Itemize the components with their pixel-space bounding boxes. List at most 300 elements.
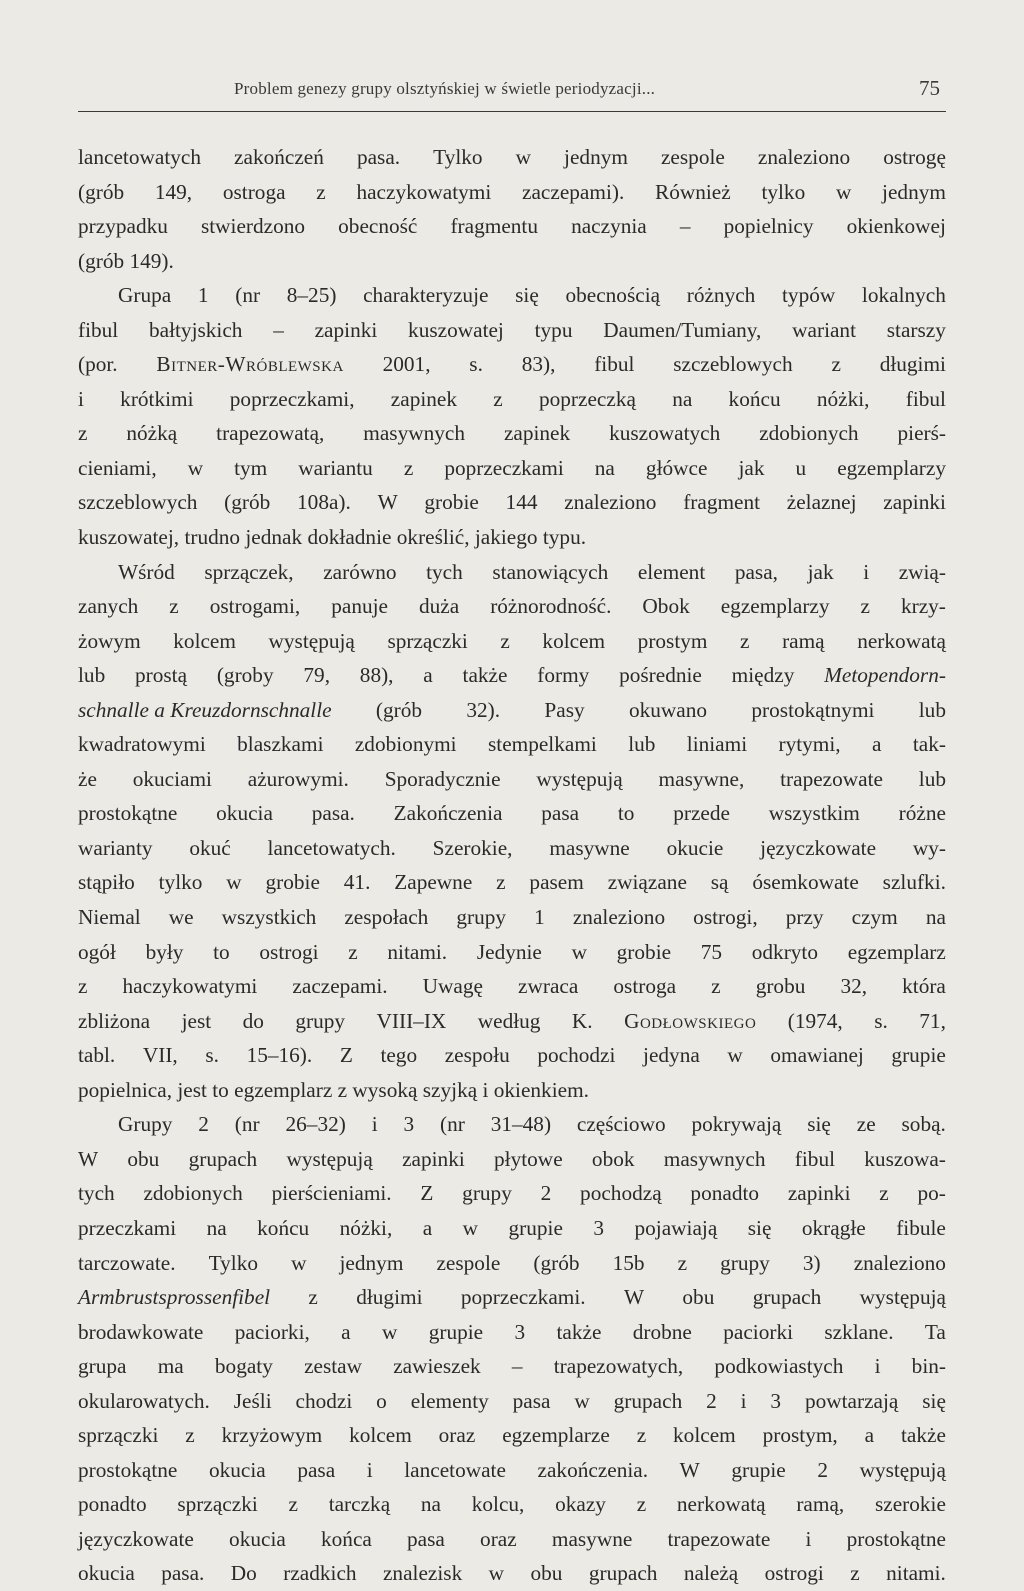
- word: różne: [898, 801, 946, 826]
- word: 8–25): [286, 283, 337, 308]
- word: panuje: [331, 594, 389, 619]
- text-line: [78, 451, 946, 486]
- word: i: [78, 386, 84, 411]
- word: prostym,: [762, 1423, 838, 1448]
- word: żowym: [78, 628, 141, 653]
- word: grupach: [588, 1561, 658, 1586]
- word: pasa: [512, 1388, 551, 1413]
- word: poprzeczkami: [444, 455, 564, 480]
- word: zaczepami).: [522, 179, 625, 204]
- word: liniami: [686, 732, 748, 757]
- word: we: [168, 905, 194, 930]
- text-line: (grób 149).: [78, 248, 174, 273]
- word: lancetowate: [404, 1457, 506, 1482]
- word: zespole: [436, 1250, 501, 1275]
- text-line: [78, 1280, 946, 1315]
- word: były: [145, 939, 184, 964]
- word: i: [371, 1112, 378, 1137]
- word: szczeblowych: [673, 352, 793, 377]
- word: –: [679, 214, 691, 239]
- word: się: [747, 1215, 772, 1240]
- word: z: [711, 974, 721, 999]
- word: w: [226, 870, 242, 895]
- word: (nr: [234, 1112, 260, 1137]
- word: na: [420, 1492, 441, 1517]
- word: na: [206, 1215, 227, 1240]
- word: fibul: [905, 386, 946, 411]
- word: 2: [706, 1388, 717, 1413]
- word: poprzeczką: [538, 386, 636, 411]
- word: z: [78, 974, 88, 999]
- word: końcu: [728, 386, 781, 411]
- word: znaleziono: [572, 905, 666, 930]
- word: pasa.: [311, 801, 355, 826]
- word: –: [273, 317, 284, 342]
- word: ponadto: [78, 1492, 147, 1517]
- word: w: [462, 1215, 479, 1240]
- word: a: [864, 1423, 875, 1448]
- word: 32).: [466, 697, 501, 722]
- word: to: [213, 939, 230, 964]
- word: tylko: [158, 870, 203, 895]
- word: pasa: [541, 801, 580, 826]
- word: z: [500, 628, 510, 653]
- word: jednym: [882, 179, 946, 204]
- word: przy: [785, 905, 824, 930]
- word: zapinki: [883, 490, 946, 515]
- word: egzemplarz: [847, 939, 946, 964]
- word: różnych: [686, 283, 756, 308]
- word: ażurowymi.: [247, 766, 349, 791]
- word: 2: [817, 1457, 828, 1482]
- word: nóżki,: [816, 386, 870, 411]
- word: Z: [339, 1043, 353, 1068]
- word: 71,: [919, 1008, 946, 1033]
- word: rytymi,: [778, 732, 841, 757]
- word: okucie: [666, 835, 724, 860]
- word: W: [377, 490, 398, 515]
- word: główce: [645, 455, 708, 480]
- word: popielnicy: [723, 214, 814, 239]
- word: obecność: [338, 214, 418, 239]
- word: między: [731, 663, 795, 688]
- word: występują: [268, 628, 355, 653]
- word: 108a).: [297, 490, 351, 515]
- word: a: [872, 732, 882, 757]
- word: fibul: [78, 317, 119, 342]
- word: wy-: [912, 835, 946, 860]
- word: charakteryzuje: [363, 283, 489, 308]
- word: pokrywają: [691, 1112, 782, 1137]
- word: z: [403, 455, 414, 480]
- word: a: [422, 1215, 433, 1240]
- word: zanych: [78, 594, 139, 619]
- word: z: [831, 352, 841, 377]
- word: kuszowatej: [408, 317, 504, 342]
- word: się: [515, 283, 539, 308]
- word: 1: [534, 905, 545, 930]
- word: w: [574, 1388, 590, 1413]
- text-line: [78, 140, 946, 175]
- word: sobą.: [901, 1112, 946, 1137]
- word: lub: [918, 766, 946, 791]
- word: (grób: [78, 179, 125, 204]
- word: zapinki: [787, 1181, 851, 1206]
- word: masywnych: [363, 421, 466, 446]
- word: wszystkim: [768, 801, 860, 826]
- word: ostrogami,: [209, 594, 301, 619]
- word: fibule: [896, 1215, 946, 1240]
- word: 75: [700, 939, 723, 964]
- word: w: [187, 455, 204, 480]
- word: masywne: [549, 835, 630, 860]
- word: grupach: [613, 1388, 683, 1413]
- word: jest: [181, 1008, 212, 1033]
- word: na: [672, 386, 693, 411]
- word: 88),: [359, 663, 394, 688]
- word: tabl.: [78, 1043, 116, 1068]
- word: fibul: [794, 1146, 836, 1171]
- word: tych: [78, 1181, 115, 1206]
- word: żelaznej: [786, 490, 857, 515]
- word: i: [805, 1526, 812, 1551]
- text-line: [78, 278, 946, 313]
- word: tarczką: [328, 1492, 391, 1517]
- word: szklane.: [824, 1319, 894, 1344]
- word: prostokątnymi: [751, 697, 875, 722]
- word: jednym: [339, 1250, 404, 1275]
- word: końca: [321, 1526, 372, 1551]
- word: z: [677, 1250, 688, 1275]
- word: że: [78, 766, 97, 791]
- word: to: [617, 801, 635, 826]
- text-line: [78, 1142, 946, 1177]
- word: ramą,: [796, 1492, 845, 1517]
- text-line: [78, 589, 946, 624]
- word: 1: [197, 283, 209, 308]
- word: grupy: [295, 1008, 346, 1033]
- word: z: [348, 939, 358, 964]
- word: okienkowej: [846, 214, 946, 239]
- word: trapezowate: [780, 766, 883, 791]
- word: egzemplarzy: [720, 594, 830, 619]
- word: jednym: [564, 145, 628, 169]
- word: prostym: [637, 628, 708, 653]
- word: ostrogi: [764, 1561, 824, 1586]
- word: krótkimi: [120, 386, 194, 411]
- word: Również: [655, 179, 731, 204]
- word: kolcem: [173, 628, 236, 653]
- word: typów: [782, 283, 836, 308]
- word: związane: [607, 870, 687, 895]
- word: brodawkowate: [78, 1319, 204, 1344]
- word: (por.: [78, 352, 118, 377]
- word: zaczepami.: [292, 974, 388, 999]
- word: przede: [673, 801, 730, 826]
- word: formy: [537, 663, 590, 688]
- word: i: [863, 559, 870, 584]
- word: zestaw: [304, 1354, 363, 1379]
- word: znaleziono: [757, 145, 851, 169]
- word: haczykowatymi: [122, 974, 258, 999]
- word: trapezowatą,: [216, 421, 325, 446]
- word: grupy: [720, 1250, 770, 1275]
- word: grobu: [755, 974, 806, 999]
- word: schnalle a Kreuzdornschnalle: [78, 697, 332, 722]
- word: kuszowatych: [609, 421, 721, 446]
- word: wariantu: [298, 455, 373, 480]
- word: rzadkich: [283, 1561, 357, 1586]
- text-line: [78, 1107, 946, 1142]
- word: obu: [530, 1561, 563, 1586]
- word: po-: [917, 1181, 946, 1206]
- word: typu: [534, 317, 573, 342]
- word: się: [922, 1388, 946, 1413]
- word: chodzi: [295, 1388, 353, 1413]
- word: nitami.: [886, 1561, 946, 1586]
- word: zarówno: [323, 559, 397, 584]
- word: zwraca: [518, 974, 579, 999]
- word: nóżki,: [339, 1215, 393, 1240]
- word: długimi: [879, 352, 946, 377]
- word: tak-: [912, 732, 946, 757]
- word: z: [316, 179, 326, 204]
- text-line: [78, 624, 946, 659]
- word: zapinek: [390, 386, 458, 411]
- word: okrągłe: [801, 1215, 866, 1240]
- word: obecnością: [565, 283, 661, 308]
- word: zdobionych: [143, 1181, 243, 1206]
- word: kolcem: [349, 1423, 412, 1448]
- text-line: [78, 658, 946, 693]
- word: zwią-: [898, 559, 946, 584]
- text-line: [78, 1487, 946, 1522]
- word: także: [462, 663, 508, 688]
- word: i: [874, 1354, 881, 1379]
- word: okularowatych.: [78, 1388, 210, 1413]
- text-line: [78, 1038, 946, 1073]
- word: grobie: [424, 490, 479, 515]
- word: –: [511, 1354, 523, 1379]
- word: ostroga: [222, 179, 286, 204]
- word: języczkowate: [760, 835, 877, 860]
- word: odkryto: [751, 939, 819, 964]
- text-line: [78, 1176, 946, 1211]
- word: i: [366, 1457, 373, 1482]
- word: 2: [540, 1181, 552, 1206]
- word: występują: [286, 1146, 373, 1171]
- word: ramą: [782, 628, 825, 653]
- word: Sporadycznie: [384, 766, 501, 791]
- word: a: [423, 663, 433, 688]
- word: pochodzi: [537, 1043, 616, 1068]
- word: pasa: [407, 1526, 445, 1551]
- word: K.: [571, 1008, 593, 1033]
- text-line: [78, 347, 946, 382]
- word: grupach: [752, 1285, 822, 1310]
- word: poprzeczkami.: [460, 1285, 586, 1310]
- word: masywnych: [663, 1146, 766, 1171]
- word: obok: [591, 1146, 635, 1171]
- word: Godłowskiego: [624, 1008, 757, 1033]
- word: pojawiają: [634, 1215, 718, 1240]
- text-line: [78, 865, 946, 900]
- word: (nr: [235, 283, 261, 308]
- word: występują: [859, 1285, 946, 1310]
- text-line: [78, 1315, 946, 1350]
- text-line: [78, 1004, 946, 1039]
- word: różnorodność.: [490, 594, 612, 619]
- word: nitami.: [387, 939, 448, 964]
- word: okuciami: [132, 766, 212, 791]
- word: z: [493, 386, 503, 411]
- word: drobne: [632, 1319, 692, 1344]
- word: w: [291, 1250, 307, 1275]
- word: ogół: [78, 939, 116, 964]
- text-line: popielnica, jest to egzemplarz z wysoką szyjką i okienkiem.: [78, 1077, 589, 1102]
- word: tych: [426, 559, 463, 584]
- word: krzyżowym: [221, 1423, 323, 1448]
- word: tylko: [761, 179, 806, 204]
- word: (nr: [440, 1112, 465, 1137]
- word: lub: [628, 732, 656, 757]
- word: egzemplarzy: [837, 455, 946, 480]
- word: w: [727, 1043, 743, 1068]
- word: w: [488, 1561, 505, 1586]
- word: (grób: [533, 1250, 580, 1275]
- word: ostrogi: [259, 939, 319, 964]
- word: grupie: [508, 1215, 563, 1240]
- word: bogaty: [214, 1354, 273, 1379]
- word: Bitner-Wróblewska: [156, 352, 344, 377]
- word: zespole: [660, 145, 725, 169]
- word: zdobionymi: [354, 732, 457, 757]
- word: są: [710, 870, 729, 895]
- word: nóżką: [126, 421, 178, 446]
- word: pasa.: [356, 145, 401, 169]
- word: 3: [403, 1112, 415, 1137]
- word: z: [636, 1492, 647, 1517]
- word: 2001,: [382, 352, 431, 377]
- word: kuszowa-: [864, 1146, 946, 1171]
- word: starszy: [886, 317, 946, 342]
- text-line: [78, 416, 946, 451]
- word: 3): [802, 1250, 821, 1275]
- word: tarczowate.: [78, 1250, 176, 1275]
- word: okucia: [208, 1457, 266, 1482]
- word: krzy-: [900, 594, 946, 619]
- word: stwierdzono: [200, 214, 306, 239]
- word: ósemkowate: [752, 870, 859, 895]
- word: pasa: [297, 1457, 336, 1482]
- word: okazy: [555, 1492, 606, 1517]
- word: 15–16).: [246, 1043, 313, 1068]
- word: z: [496, 870, 506, 895]
- word: należą: [683, 1561, 739, 1586]
- word: ostrogi,: [693, 905, 758, 930]
- word: długimi: [356, 1285, 423, 1310]
- word: szerokie: [874, 1492, 946, 1517]
- word: 3: [593, 1215, 605, 1240]
- word: Jeśli: [233, 1388, 272, 1413]
- word: masywne: [551, 1526, 633, 1551]
- word: Pasy: [544, 697, 585, 722]
- word: Z: [420, 1181, 434, 1206]
- word: jak: [807, 559, 834, 584]
- word: zakończeń: [234, 145, 324, 169]
- word: sprzączki: [387, 628, 468, 653]
- word: (grób: [224, 490, 271, 515]
- word: o: [376, 1388, 387, 1413]
- word: jak: [738, 455, 765, 480]
- word: języczkowate: [78, 1526, 194, 1551]
- text-line: [78, 1418, 946, 1453]
- word: z: [78, 421, 88, 446]
- text-line: [78, 1453, 946, 1488]
- word: nerkowatą: [857, 628, 946, 653]
- text-line: [78, 1522, 946, 1557]
- word: podkowiastych: [714, 1354, 844, 1379]
- word: z: [879, 1181, 889, 1206]
- word: omawianej: [770, 1043, 864, 1068]
- word: zapinek: [503, 421, 571, 446]
- word: pochodzą: [580, 1181, 662, 1206]
- word: w: [515, 145, 531, 169]
- word: Tylko: [208, 1250, 258, 1275]
- word: zapinki: [402, 1146, 465, 1171]
- word: lub: [918, 697, 946, 722]
- text-line: [78, 175, 946, 210]
- word: sprzączki: [78, 1423, 159, 1448]
- word: kolcem: [673, 1423, 736, 1448]
- text-line: [78, 900, 946, 935]
- word: z: [288, 1492, 298, 1517]
- word: VIII–IX: [376, 1008, 447, 1033]
- word: czym: [851, 905, 898, 930]
- word: z: [185, 1423, 195, 1448]
- word: jedyna: [643, 1043, 700, 1068]
- word: Do: [230, 1561, 257, 1586]
- text-line: [78, 313, 946, 348]
- word: grupy: [462, 1181, 512, 1206]
- word: kolcu,: [471, 1492, 525, 1517]
- word: 149,: [154, 179, 193, 204]
- word: ostrogę: [883, 145, 946, 169]
- word: Niemal: [78, 905, 141, 930]
- word: okucia: [229, 1526, 286, 1551]
- word: s.: [469, 352, 483, 377]
- text-line: [78, 796, 946, 831]
- word: pierścieniami.: [271, 1181, 392, 1206]
- word: Uwagę: [422, 974, 483, 999]
- word: trapezowate: [667, 1526, 771, 1551]
- word: zakończenia.: [537, 1457, 649, 1482]
- word: obu: [682, 1285, 715, 1310]
- word: 41.: [343, 870, 371, 895]
- word: 26–32): [285, 1112, 346, 1137]
- word: stąpiło: [78, 870, 135, 895]
- word: w: [571, 939, 587, 964]
- word: która: [902, 974, 946, 999]
- word: cieniami,: [78, 455, 157, 480]
- word: Daumen/Tumiany,: [603, 317, 762, 342]
- text-line: [78, 935, 946, 970]
- word: lokalnych: [861, 283, 946, 308]
- word: 15b: [612, 1250, 645, 1275]
- text-line: [78, 762, 946, 797]
- word: 79,: [303, 663, 331, 688]
- word: z: [308, 1285, 318, 1310]
